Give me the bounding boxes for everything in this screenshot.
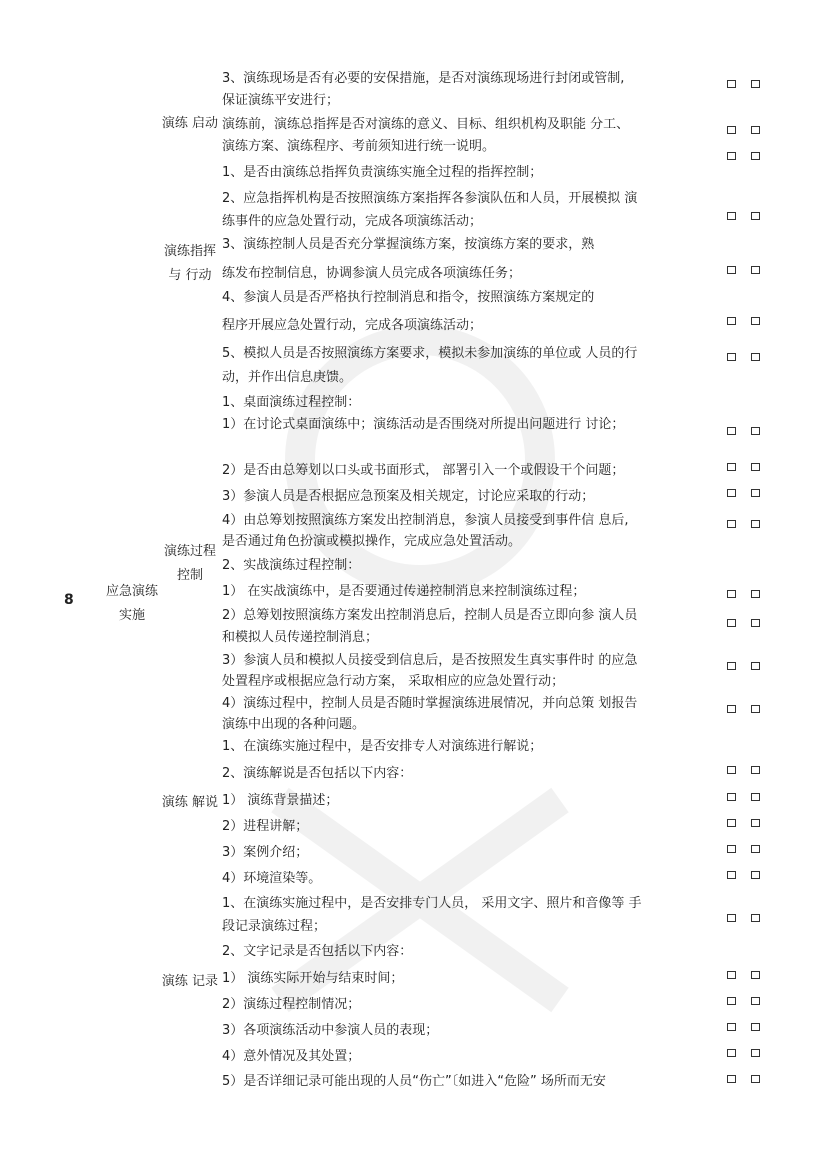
checkbox-no[interactable] (751, 489, 760, 497)
item-line: 1）在讨论式桌面演练中；演练活动是否围绕对所提出问题进行 讨论； (222, 417, 625, 432)
checkbox-no[interactable] (751, 971, 760, 979)
item-line: 2、实战演练过程控制： (222, 558, 361, 573)
subsection-zhihui-xingdong: 演练指挥与 行动 (163, 244, 216, 283)
item-line: 3）各项演练活动中参演人员的表现； (222, 1023, 439, 1038)
checkbox-yes[interactable] (727, 845, 736, 853)
item-line: 2）进程讲解； (222, 819, 309, 834)
item-line: 处置程序或根据应急行动方案， 采取相应的应急处置行动； (222, 674, 565, 689)
item-line: 1） 演练实际开始与结束时间； (222, 971, 404, 986)
item-line: 4）意外情况及其处置； (222, 1049, 361, 1064)
item-line: 2）总筹划按照演练方案发出控制消息后，控制人员是否立即向参 演人员 (222, 608, 638, 623)
subsection-yanlian-jieshuo: 演练 解说 (161, 795, 219, 810)
item-line: 3）参演人员和模拟人员接受到信息后，是否按照发生真实事件时 的应急 (222, 653, 638, 668)
checkbox-yes[interactable] (727, 705, 736, 713)
item-line: 演练前，演练总指挥是否对演练的意义、目标、组织机构及职能 分工、 (222, 117, 630, 132)
checkbox-yes[interactable] (727, 819, 736, 827)
item-line: 1、是否由演练总指挥负责演练实施全过程的指挥控制； (222, 165, 543, 180)
checkbox-no[interactable] (751, 619, 760, 627)
item-line: 程序开展应急处置行动，完成各项演练活动； (222, 318, 483, 333)
checkbox-no[interactable] (751, 1023, 760, 1031)
checkbox-yes[interactable] (727, 619, 736, 627)
item-line: 演练方案、演练程序、考前须知进行统一说明。 (222, 139, 496, 154)
subsection-guocheng-kongzhi: 演练过程控制 (163, 544, 216, 583)
subsection-yanlian-jilu: 演练 记录 (161, 974, 219, 989)
checkbox-no[interactable] (751, 997, 760, 1005)
item-line: 5）是否详细记录可能出现的人员“伤亡”〔如进入“危险” 场所而无安 (222, 1074, 606, 1089)
item-line: 3）案例介绍； (222, 845, 309, 860)
item-line: 是否通过角色扮演或模拟操作，完成应急处置活动。 (222, 534, 522, 549)
checkbox-no[interactable] (751, 126, 760, 134)
checkbox-yes[interactable] (727, 871, 736, 879)
checkbox-yes[interactable] (727, 971, 736, 979)
checkbox-no[interactable] (751, 793, 760, 801)
checkbox-yes[interactable] (727, 353, 736, 361)
checkbox-yes[interactable] (727, 489, 736, 497)
checkbox-yes[interactable] (727, 427, 736, 435)
checkbox-yes[interactable] (727, 80, 736, 88)
item-line: 1、在演练实施过程中，是否安排专人对演练进行解说； (222, 739, 543, 754)
checkbox-no[interactable] (751, 427, 760, 435)
item-line: 4）由总筹划按照演练方案发出控制消息，参演人员接受到事件信 息后, (222, 513, 629, 528)
checkbox-no[interactable] (751, 705, 760, 713)
checkbox-no[interactable] (751, 1049, 760, 1057)
item-line: 保证演练平安进行； (222, 93, 340, 108)
item-line: 5、模拟人员是否按照演练方案要求，模拟未参加演练的单位或 人员的行 (222, 346, 638, 361)
item-line: 演练中出现的各种问题。 (222, 717, 366, 732)
item-line: 1） 在实战演练中，是否要通过传递控制消息来控制演练过程； (222, 584, 586, 599)
item-line: 1） 演练背景描述； (222, 793, 339, 808)
item-line: 2、演练解说是否包括以下内容： (222, 766, 413, 781)
checkbox-yes[interactable] (727, 1049, 736, 1057)
checkbox-no[interactable] (751, 212, 760, 220)
subsection-yanlian-qidong: 演练 启动 (161, 116, 219, 131)
item-line: 1、桌面演练过程控制： (222, 395, 361, 410)
checkbox-no[interactable] (751, 463, 760, 471)
checkbox-yes[interactable] (727, 662, 736, 670)
checkbox-no[interactable] (751, 766, 760, 774)
checkbox-yes[interactable] (727, 997, 736, 1005)
checkbox-no[interactable] (751, 662, 760, 670)
item-line: 4）演练过程中，控制人员是否随时掌握演练进展情况，并向总策 划报告 (222, 696, 638, 711)
checkbox-yes[interactable] (727, 520, 736, 528)
checkbox-no[interactable] (751, 520, 760, 528)
item-line: 3）参演人员是否根据应急预案及相关规定，讨论应采取的行动； (222, 489, 595, 504)
item-line: 和模拟人员传递控制消息； (222, 630, 379, 645)
checkbox-no[interactable] (751, 871, 760, 879)
checkbox-yes[interactable] (727, 793, 736, 801)
checkbox-no[interactable] (751, 590, 760, 598)
item-line: 练事件的应急处置行动，完成各项演练活动； (222, 214, 483, 229)
item-line: 2）是否由总筹划以口头或书面形式， 部署引入一个或假设干个问题； (222, 463, 625, 478)
watermark-shape (240, 240, 600, 1060)
item-line: 练发布控制信息，协调参演人员完成各项演练任务； (222, 266, 522, 281)
checkbox-yes[interactable] (727, 766, 736, 774)
item-line: 2、文字记录是否包括以下内容： (222, 944, 413, 959)
section-title: 应急演练实施 (105, 584, 158, 623)
checkbox-no[interactable] (751, 266, 760, 274)
checkbox-no[interactable] (751, 819, 760, 827)
checkbox-no[interactable] (751, 914, 760, 922)
checkbox-yes[interactable] (727, 126, 736, 134)
checkbox-yes[interactable] (727, 1075, 736, 1083)
checkbox-yes[interactable] (727, 590, 736, 598)
checkbox-no[interactable] (751, 80, 760, 88)
checkbox-yes[interactable] (727, 1023, 736, 1031)
item-line: 4）环境渲染等。 (222, 871, 322, 886)
checkbox-yes[interactable] (727, 317, 736, 325)
item-line: 2、应急指挥机构是否按照演练方案指挥各参演队伍和人员，开展模拟 演 (222, 191, 638, 206)
item-line: 4、参演人员是否严格执行控制消息和指令，按照演练方案规定的 (222, 290, 595, 305)
checkbox-yes[interactable] (727, 152, 736, 160)
checkbox-yes[interactable] (727, 266, 736, 274)
checkbox-yes[interactable] (727, 463, 736, 471)
item-line: 1、在演练实施过程中，是否安排专门人员， 采用文字、照片和音像等 手 (222, 896, 642, 911)
checkbox-no[interactable] (751, 317, 760, 325)
item-line: 段记录演练过程； (222, 919, 327, 934)
checkbox-no[interactable] (751, 152, 760, 160)
checkbox-no[interactable] (751, 845, 760, 853)
item-line: 3、演练现场是否有必要的安保措施，是否对演练现场进行封闭或管制, (222, 71, 625, 86)
item-line: 2）演练过程控制情况； (222, 997, 361, 1012)
item-line: 动，并作出信息庚馈。 (222, 370, 353, 385)
checkbox-yes[interactable] (727, 914, 736, 922)
checkbox-no[interactable] (751, 1075, 760, 1083)
checkbox-yes[interactable] (727, 212, 736, 220)
section-number: 8 (64, 592, 74, 608)
checkbox-no[interactable] (751, 353, 760, 361)
item-line: 3、演练控制人员是否充分掌握演练方案，按演练方案的要求，熟 (222, 237, 595, 252)
